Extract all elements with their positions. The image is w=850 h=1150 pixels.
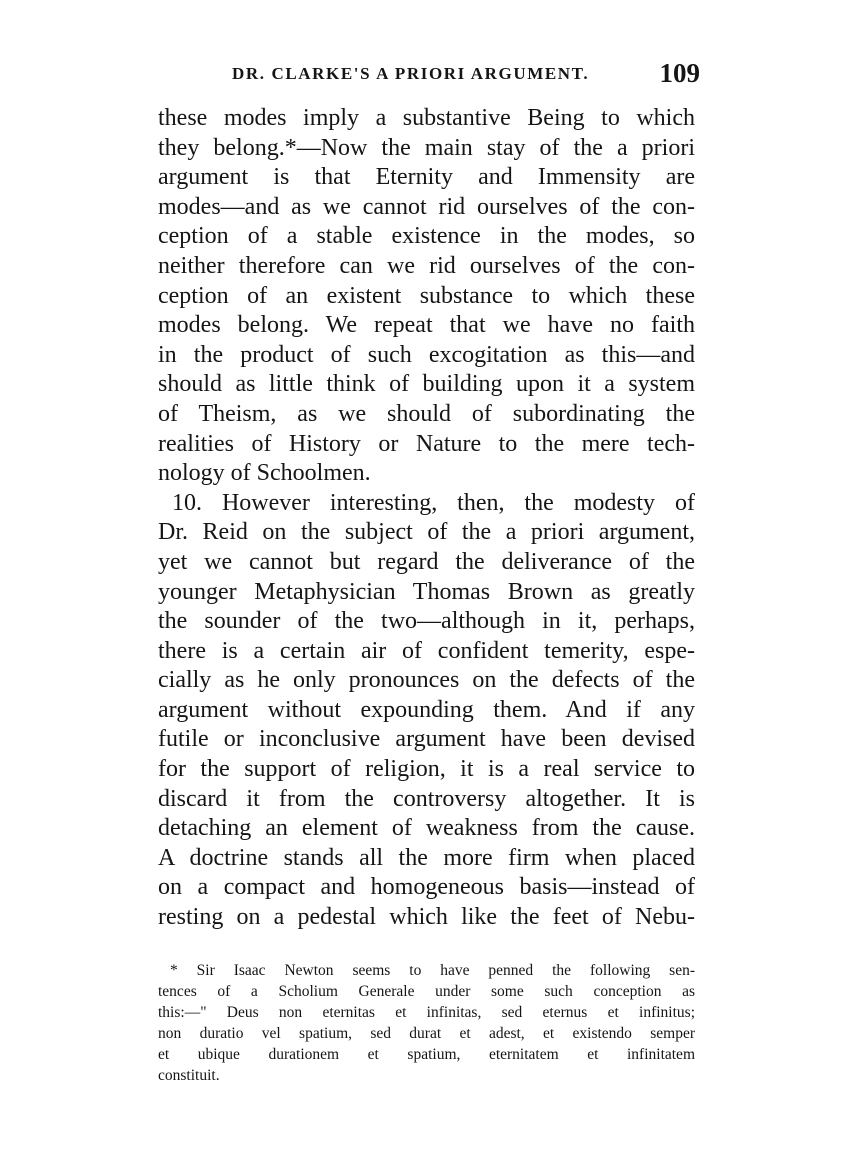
page-number: 109 xyxy=(659,58,700,88)
text-line: cially as he only pronounces on the defects of the xyxy=(158,667,695,694)
text-line: modes belong. We repeat that we have no faith xyxy=(158,312,695,339)
text-line: realities of History or Nature to the mere tech- xyxy=(158,430,695,457)
text-line: neither therefore can we rid ourselves of the con- xyxy=(158,252,695,279)
text-line: nology of Schoolmen. xyxy=(158,460,371,487)
text-line: on a compact and homogeneous basis—instead of xyxy=(158,874,695,901)
text-line: these modes imply a substantive Being to which xyxy=(158,105,695,131)
text-line: of Theism, as we should of subordinating the xyxy=(158,400,695,427)
text-line: ception of an existent substance to which these xyxy=(158,282,695,309)
running-title: DR. CLARKE'S A PRIORI ARGUMENT. xyxy=(232,64,590,83)
text-line: ception of a stable existence in the modes, so xyxy=(158,223,695,250)
paragraph-start-line: 10. However interesting, then, the modesty of xyxy=(172,489,695,516)
text-line: futile or inconclusive argument have been devised xyxy=(158,726,695,753)
text-line: Dr. Reid on the subject of the a priori argument, xyxy=(158,519,695,546)
text-line: argument is that Eternity and Immensity are xyxy=(158,164,695,191)
text-line: argument without expounding them. And if any xyxy=(158,696,695,723)
text-line: younger Metaphysician Thomas Brown as greatly xyxy=(158,578,695,605)
footnote-line: this:—" Deus non eternitas et infinitas, sed eternus et infinitus; xyxy=(158,1004,695,1021)
running-header xyxy=(232,58,700,92)
text-line: should as little think of building upon it a system xyxy=(158,371,695,398)
text-line: they belong.*—Now the main stay of the a priori xyxy=(158,134,695,161)
footnote-line: non duratio vel spatium, sed durat et adest, et existendo semper xyxy=(158,1025,695,1042)
text-line: resting on a pedestal which like the feet of Nebu- xyxy=(158,904,695,931)
text-line: there is a certain air of confident temerity, espe- xyxy=(158,637,695,664)
text-line: in the product of such excogitation as this—and xyxy=(158,341,695,368)
text-line: the sounder of the two—although in it, perhaps, xyxy=(158,608,695,635)
footnote-line: tences of a Scholium Generale under some such conception as xyxy=(158,983,695,1000)
footnote-line: * Sir Isaac Newton seems to have penned the following sen- xyxy=(170,962,695,979)
text-line: discard it from the controversy altogether. It is xyxy=(158,785,695,812)
text-line: for the support of religion, it is a real service to xyxy=(158,756,695,783)
main-text xyxy=(158,104,695,933)
footnote-line: et ubique durationem et spatium, eternitatem et infinitatem xyxy=(158,1046,695,1063)
text-line: A doctrine stands all the more firm when placed xyxy=(158,844,695,871)
footnote xyxy=(158,960,695,1086)
text-line: modes—and as we cannot rid ourselves of the con- xyxy=(158,193,695,220)
footnote-line: constituit. xyxy=(158,1067,220,1084)
text-line: yet we cannot but regard the deliverance of the xyxy=(158,548,695,575)
text-line: detaching an element of weakness from the cause. xyxy=(158,815,695,842)
